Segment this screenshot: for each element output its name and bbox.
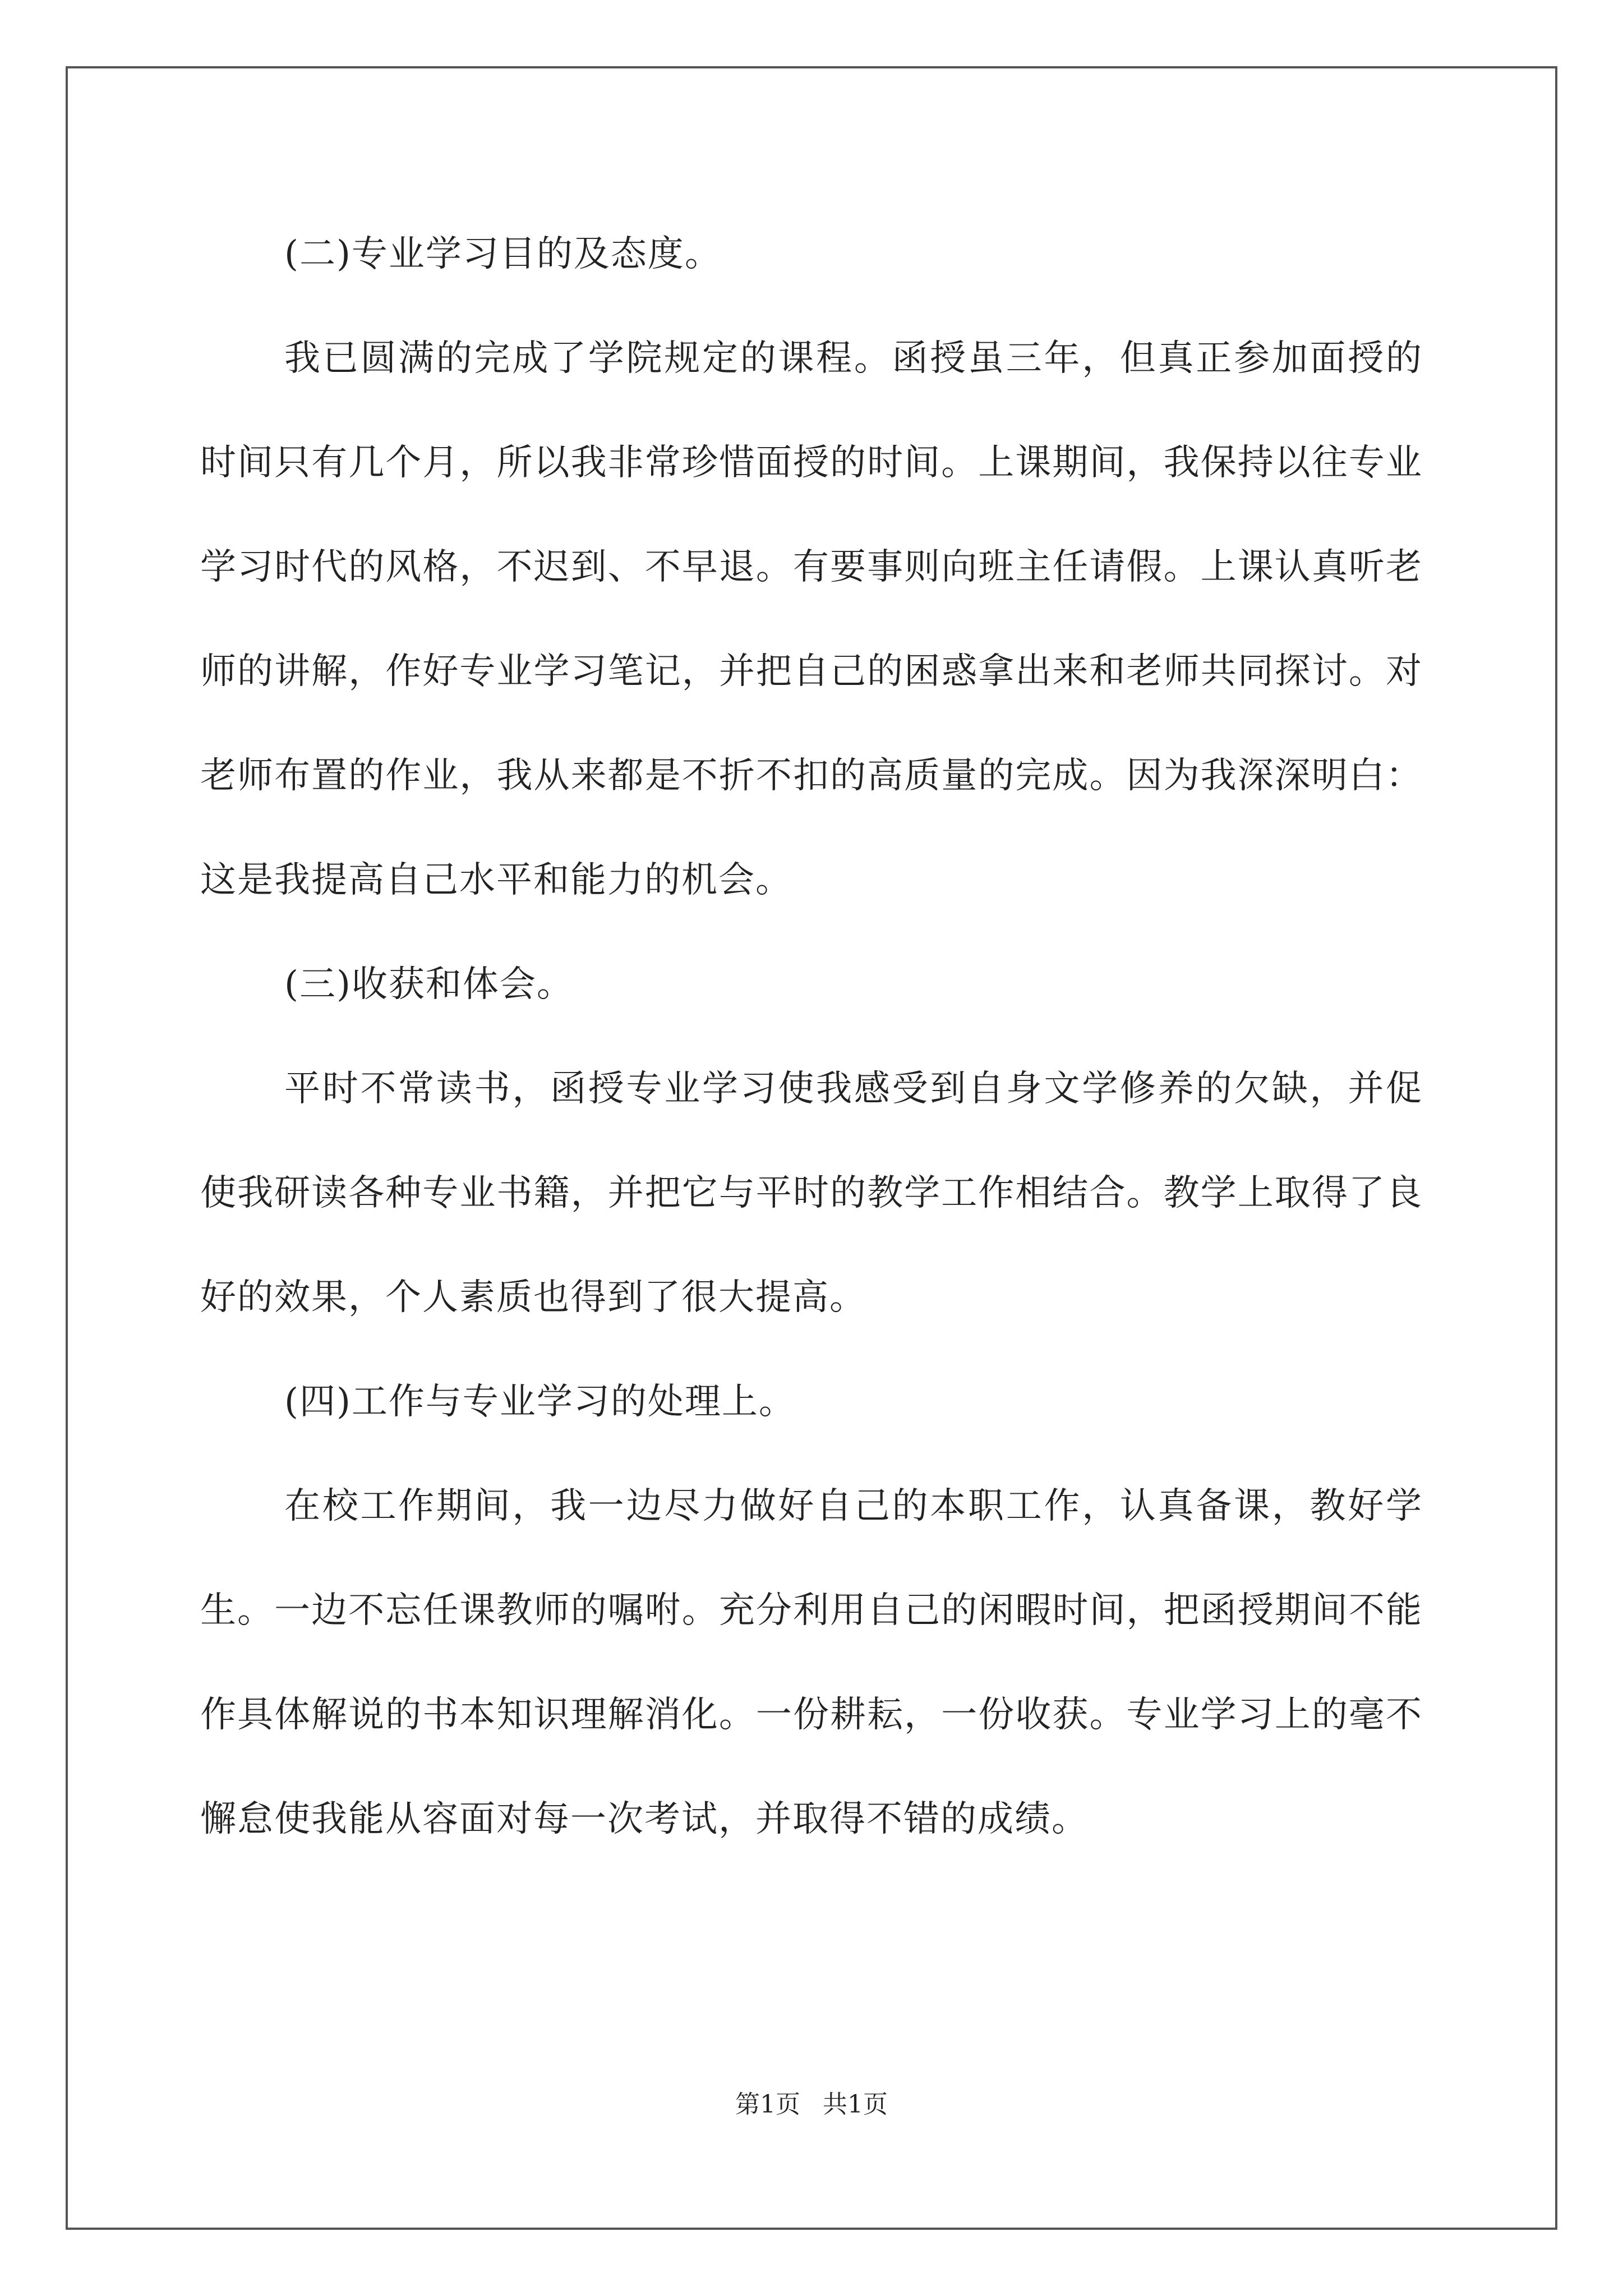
paragraph-course-completion: 我已圆满的完成了学院规定的课程。函授虽三年，但真正参加面授的时间只有几个月，所以我非常珍惜面授的时间。上课期间，我保持以往专业学习时代的风格，不迟到、不早退。有要事则向班主任请假。上课认真听老师的讲解，作好专业学习笔记，并把自己的困惑拿出来和老师共同探讨。对老师布置的作业，我从来都是不折不扣的高质量的完成。因为我深深明白：这是我提高自己水平和能力的机会。 [200,338,1423,901]
document-body [200,202,1423,1871]
section-heading-purpose: (二)专业学习目的及态度。 [284,233,722,275]
page-total: 共1页 [823,2090,888,2119]
paragraph-gains: 平时不常读书，函授专业学习使我感受到自身文学修养的欠缺，并促使我研读各种专业书籍，并把它与平时的教学工作相结合。教学上取得了良好的效果，个人素质也得到了很大提高。 [200,1068,1423,1318]
page-footer [0,2088,1623,2122]
section-heading-gains: (三)收获和体会。 [284,964,574,1005]
page-number: 第1页 [735,2090,800,2119]
paragraph-work-study: 在校工作期间，我一边尽力做好自己的本职工作，认真备课，教好学生。一边不忘任课教师的嘱咐。充分利用自己的闲暇时间，把函授期间不能作具体解说的书本知识理解消化。一份耕耘，一份收获。专业学习上的毫不懈怠使我能从容面对每一次考试，并取得不错的成绩。 [200,1485,1423,1840]
section-heading-work-study: (四)工作与专业学习的处理上。 [284,1381,796,1423]
